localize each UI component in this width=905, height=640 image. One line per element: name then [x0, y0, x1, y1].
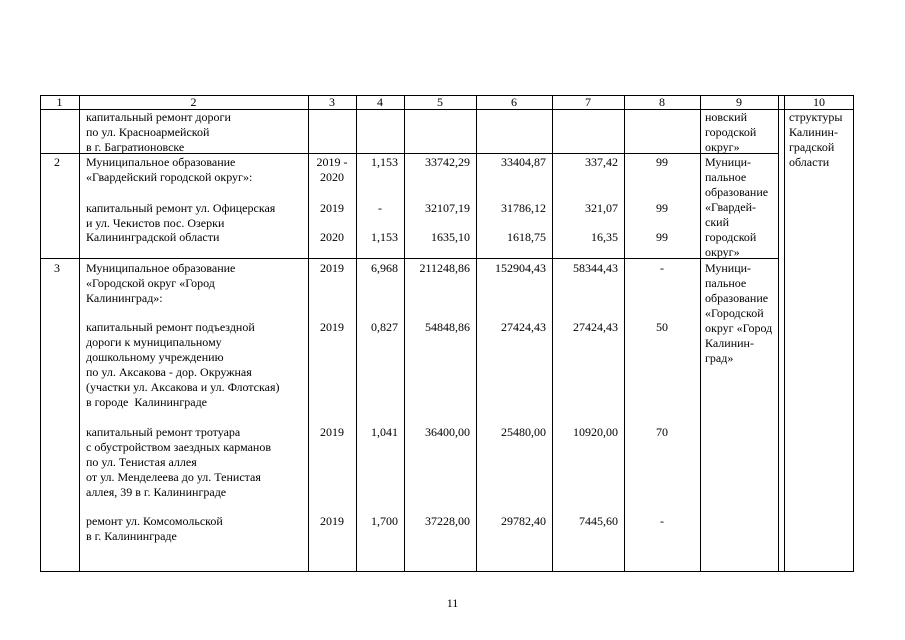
header-col-5: 5 — [437, 95, 443, 109]
row3-item3-km: 1,700 — [371, 514, 398, 528]
row3-number: 3 — [54, 261, 60, 275]
row0-col9: новский городской округ» — [705, 110, 757, 154]
header-col-6: 6 — [511, 95, 517, 109]
row2-item1-year: 2019 — [320, 201, 344, 215]
row2-item2-year: 2020 — [320, 230, 344, 244]
header-col-7: 7 — [585, 95, 591, 109]
row3-entity-total: 211248,86 — [419, 261, 470, 275]
header-col-10: 10 — [813, 95, 825, 109]
row3-item1-km: 0,827 — [371, 320, 398, 334]
row3-item3-year: 2019 — [320, 514, 344, 528]
row0-col10: структуры Калинин- градской области — [789, 110, 843, 169]
row2-item2-km: 1,153 — [371, 230, 398, 244]
row3-entity-year: 2019 — [320, 261, 344, 275]
row2-entity-km: 1,153 — [371, 155, 398, 169]
row3-item3-description: ремонт ул. Комсомольской в г. Калининграде — [86, 514, 223, 543]
row3-item2-federal: 25480,00 — [501, 425, 546, 439]
row2-entity-description: Муниципальное образование «Гвардейский городской округ»: — [86, 155, 253, 184]
row3-item3-total: 37228,00 — [425, 514, 470, 528]
row2-col9: Муници- пальное образование «Гвардей- ский городской округ» — [705, 155, 769, 259]
row2-item2-percent: 99 — [656, 230, 668, 244]
header-col-9: 9 — [736, 95, 742, 109]
row3-entity-federal: 152904,43 — [495, 261, 546, 275]
row3-entity-description: Муниципальное образование «Городской округ «Город Калининград»: — [86, 261, 236, 305]
row3-item2-local: 10920,00 — [573, 425, 618, 439]
row2-item2-federal: 1618,75 — [507, 230, 546, 244]
row2-item1-federal: 31786,12 — [501, 201, 546, 215]
row3-entity-percent: - — [660, 261, 664, 275]
row2-item1-total: 32107,19 — [425, 201, 470, 215]
row3-entity-km: 6,968 — [371, 261, 398, 275]
row3-item2-description: капитальный ремонт тротуара с обустройством заездных карманов по ул. Тенистая аллея от ул. Менделеева до ул. Тенистая аллея, 39 в г. Калининграде — [86, 425, 272, 499]
row3-item1-description: капитальный ремонт подъездной дороги к муниципальному дошкольному учреждению по ул. Аксакова - дор. Окружная (участки ул. Аксакова и ул. Флотская) в городе Калининграде — [86, 320, 280, 409]
row3-col9: Муници- пальное образование «Городской округ «Город Калинин- град» — [705, 261, 773, 365]
header-col-8: 8 — [659, 95, 665, 109]
row3-item1-federal: 27424,43 — [501, 320, 546, 334]
row3-item3-federal: 29782,40 — [501, 514, 546, 528]
row2-item2-total: 1635,10 — [431, 230, 470, 244]
row2-item1-local: 321,07 — [585, 201, 618, 215]
row2-number: 2 — [54, 155, 60, 169]
row2-entity-total: 33742,29 — [425, 155, 470, 169]
row2-entity-percent: 99 — [656, 155, 668, 169]
row3-item2-total: 36400,00 — [425, 425, 470, 439]
row2-entity-federal: 33404,87 — [501, 155, 546, 169]
row3-item1-total: 54848,86 — [425, 320, 470, 334]
row3-item3-percent: - — [660, 514, 664, 528]
row3-item3-local: 7445,60 — [579, 514, 618, 528]
row2-item2-description: Калининградской области — [86, 230, 220, 244]
header-col-4: 4 — [377, 95, 383, 109]
row3-item2-km: 1,041 — [371, 425, 398, 439]
row3-item2-year: 2019 — [320, 425, 344, 439]
header-col-3: 3 — [329, 95, 335, 109]
row3-item1-year: 2019 — [320, 320, 344, 334]
row3-item1-percent: 50 — [656, 320, 668, 334]
header-col-2: 2 — [190, 95, 197, 109]
row2-item2-local: 16,35 — [591, 230, 618, 244]
row3-item2-percent: 70 — [656, 425, 668, 439]
row2-item1-km: - — [378, 201, 382, 215]
row3-entity-local: 58344,43 — [573, 261, 618, 275]
row2-item1-percent: 99 — [656, 201, 668, 215]
row2-entity-year: 2019 - 2020 — [316, 155, 348, 184]
row2-item1-description: капитальный ремонт ул. Офицерская и ул. Чекистов пос. Озерки — [86, 201, 276, 230]
row2-entity-local: 337,42 — [585, 155, 618, 169]
page-number: 11 — [446, 596, 459, 610]
row3-item1-local: 27424,43 — [573, 320, 618, 334]
header-col-1: 1 — [56, 95, 63, 109]
row0-description: капитальный ремонт дороги по ул. Красноармейской в г. Багратионовске — [86, 110, 231, 154]
